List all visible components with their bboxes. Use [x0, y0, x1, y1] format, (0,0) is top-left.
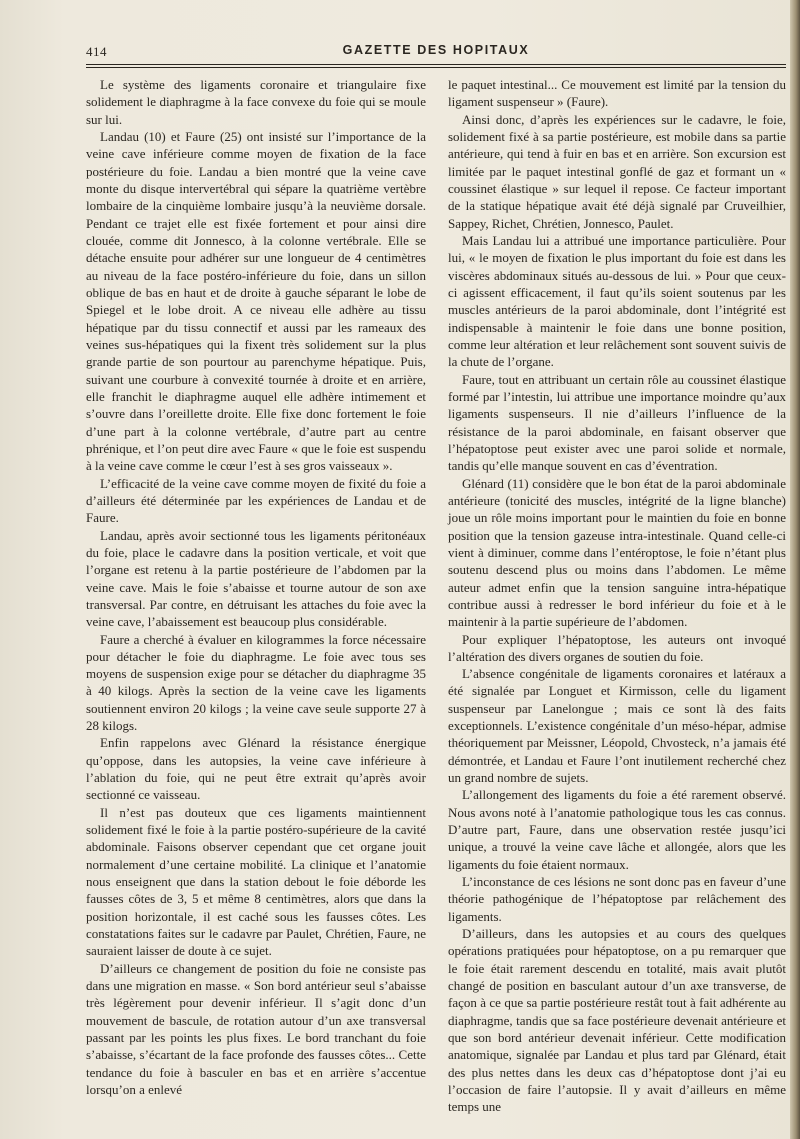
paragraph: Mais Landau lui a attribué une importance particulière. Pour lui, « le moyen de fixation le plus important du foie est dans les viscères abdominaux situés au-dessous de lui. » Pour que ceux-ci agissent efficacement, il faut qu’ils soient soutenus par les muscles antérieurs de la paroi abdominale, dont l’intégrité est indispensable à maintenir le foie dans une bonne position, comme leur altération et leur relâchement sont souvent suivis de la chute de l’organe.	[448, 232, 786, 370]
page-header	[86, 42, 786, 64]
page-number: 414	[86, 44, 107, 59]
paragraph: D’ailleurs ce changement de position du foie ne consiste pas dans une migration en masse. « Son bord antérieur seul s’abaisse très légèrement pour devenir inférieur. Il s’agit donc d’un mouvement de bascule, de rotation autour d’un axe transversal passant par les points les plus fixes. Le bord tranchant du foie s’abaisse, s’écartant de la face profonde des fausses côtes... Cette tendance du foie à basculer en bas et en arrière s’accentue lorsqu’on a enlevé	[86, 960, 426, 1098]
paragraph: L’inconstance de ces lésions ne sont donc pas en faveur d’une théorie pathogénique de l’hépatoptose par relâchement des ligaments.	[448, 874, 786, 924]
paragraph-continued: le paquet intestinal... Ce mouvement est limité par la tension du ligament suspenseur » (Faure).	[448, 77, 786, 110]
paragraph: Il n’est pas douteux que ces ligaments maintiennent solidement fixé le foie à la partie postéro-supérieure de la cavité abdominale. Faisons observer cependant que cet organe jouit normalement d’une certaine mobilité. La clinique et l’anatomie nous enseignent que dans la station debout le foie déborde les fausses côtes de 3, 5 et même 8 centimètres, alors que dans la position horizontale, il est caché sous les fausses côtes. Les constatations faites sur le cadavre par Paulet, Chrétien, Faure, ne sauraient laisser de doute à ce sujet.	[86, 804, 426, 959]
paragraph: Le système des ligaments coronaire et triangulaire fixe solidement le diaphragme à la face convexe du foie qui se moule sur lui.	[86, 77, 426, 127]
paragraph: Pour expliquer l’hépatoptose, les auteurs ont invoqué l’altération des divers organes de soutien du foie.	[448, 631, 786, 664]
paragraph: Landau (10) et Faure (25) ont insisté sur l’importance de la veine cave inférieure comme moyen de fixation de la face postérieure du foie. Landau a bien montré que la veine cave monte du disque intervertébral qui sépare la quatrième vertèbre lombaire de la cinquième lombaire jusqu’à la neuvième dorsale. Pendant ce trajet elle est fixée fortement et pour ainsi dire clouée, comme dit Jonnesco, à la colonne vertébrale. Elle se détache ensuite pour adhérer sur une longueur de 4 centimètres au niveau de la face postéro-inférieure du foie, dans un sillon oblique de bas en haut et de droite à gauche séparant le lobe de Spiegel et le lobe droit. A ce niveau elle adhère au tissu hépatique par du tissu connectif et aussi par les rameaux des veines sus-hépatiques qui la fixent très solidement sur la plus grande partie de son pourtour au parenchyme hépatique. Puis, suivant une courbure à convexité tournée à droite et en arrière, elle franchit le diaphragme auquel elle adhère intimement et s’ouvre dans l’oreillette droite. Elle fixe donc fortement le foie d’une part à la colonne vertébrale, d’autre part au centre phrénique, et l’on peut dire avec Faure « que le foie est suspendu à la veine cave comme le cœur l’est à ses gros vaisseaux ».	[86, 128, 426, 474]
paragraph: Glénard (11) considère que le bon état de la paroi abdominale antérieure (tonicité des muscles, intégrité de la ligne blanche) joue un rôle moins important pour le maintien du foie en bonne position que la tension gazeuse intra-intestinale. Quand celle-ci vient à diminuer, comme dans l’entéroptose, le foie n’étant plus soutenu descend plus ou moins dans l’abdomen. Le même auteur admet enfin que la tension sanguine intra-hépatique contribue aussi à redresser le bord inférieur du foie et à le maintenir à la partie supérieure de l’abdomen.	[448, 475, 786, 630]
header-rule-top	[86, 64, 786, 65]
paragraph: Landau, après avoir sectionné tous les ligaments péritonéaux du foie, place le cadavre dans la position verticale, et voit que l’organe est retenu à la partie postérieure de l’abdomen par la veine cave. Mais le foie s’abaisse et tourne autour de son axe transversal. Par contre, en détruisant les attaches du foie avec la veine cave, l’abaissement est beaucoup plus considérable.	[86, 527, 426, 630]
paragraph: Ainsi donc, d’après les expériences sur le cadavre, le foie, solidement fixé à sa partie postérieure, est mobile dans sa partie antérieure, qui tend à fuir en bas et en arrière. Son excursion est limitée par le paquet intestinal gonflé de gaz et formant un « coussinet élastique » sur lequel il repose. Ce facteur important de la statique hépatique avait été déjà signalé par Cruveilhier, Sappey, Richet, Chrétien, Jonnesco, Paulet.	[448, 111, 786, 231]
running-title: GAZETTE DES HOPITAUX	[342, 43, 530, 57]
right-column	[448, 76, 786, 1116]
paragraph: L’efficacité de la veine cave comme moyen de fixité du foie a d’ailleurs été déterminée par les expériences de Landau et de Faure.	[86, 475, 426, 526]
page-binding-edge	[790, 0, 800, 1139]
paragraph: Faure, tout en attribuant un certain rôle au coussinet élastique formé par l’intestin, lui attribue une importance moindre qu’aux ligaments suspenseurs. Il nie d’ailleurs l’influence de la résistance de la paroi abdominale, en faisant observer que l’hépatoptose peut exister avec une paroi solide et normale, tandis qu’elle manque souvent en cas d’éventration.	[448, 371, 786, 474]
paragraph: Enfin rappelons avec Glénard la résistance énergique qu’oppose, dans les autopsies, la veine cave inférieure à l’ablation du foie, qui ne peut être extrait qu’après avoir sectionné ce vaisseau.	[86, 735, 426, 803]
left-column	[86, 76, 426, 1098]
paragraph: D’ailleurs, dans les autopsies et au cours des quelques opérations pratiquées pour hépatoptose, on a pu remarquer que le foie était rarement descendu en totalité, mais avait plutôt changé de position en basculant autour d’un axe transverse, de façon à ce que sa partie postérieure restât tout à fait adhérente au diaphragme, tandis que sa face postérieure devenait antérieure et que son bord antérieur devenait inférieur. Cette modification anatomique, signalée par Landau et plus tard par Glénard, était des plus nettes dans les deux cas d’hépatoptose dont j’ai eu l’occasion de faire l’autopsie. Il y avait d’ailleurs en même temps une	[448, 926, 786, 1115]
header-rule-bottom	[86, 67, 786, 68]
paragraph: L’absence congénitale de ligaments coronaires et latéraux a été signalée par Longuet et Kirmisson, celle du ligament suspenseur par Lanelongue ; mais ce sont là des faits exceptionnels. L’existence congénitale d’un méso-hépar, admise théoriquement par Meissner, Léopold, Chvosteck, n’a jamais été démontrée, et Landau et Faure l’ont inutilement recherché chez un grand nombre de sujets.	[448, 666, 786, 786]
paragraph: Faure a cherché à évaluer en kilogrammes la force nécessaire pour détacher le foie du diaphragme. Le foie avec tous ses moyens de suspension exige pour se détacher du diaphragme 35 à 40 kilogs. Après la section de la veine cave les ligaments soutiennent environ 20 kilogs ; la veine cave seule supporte 27 à 28 kilogs.	[86, 631, 426, 734]
paragraph: L’allongement des ligaments du foie a été rarement observé. Nous avons noté à l’anatomie pathologique tous les cas connus. D’autre part, Faure, dans une observation restée jusqu’ici unique, a trouvé la veine cave lâche et allongée, alors que les ligaments du foie étaient normaux.	[448, 787, 786, 872]
